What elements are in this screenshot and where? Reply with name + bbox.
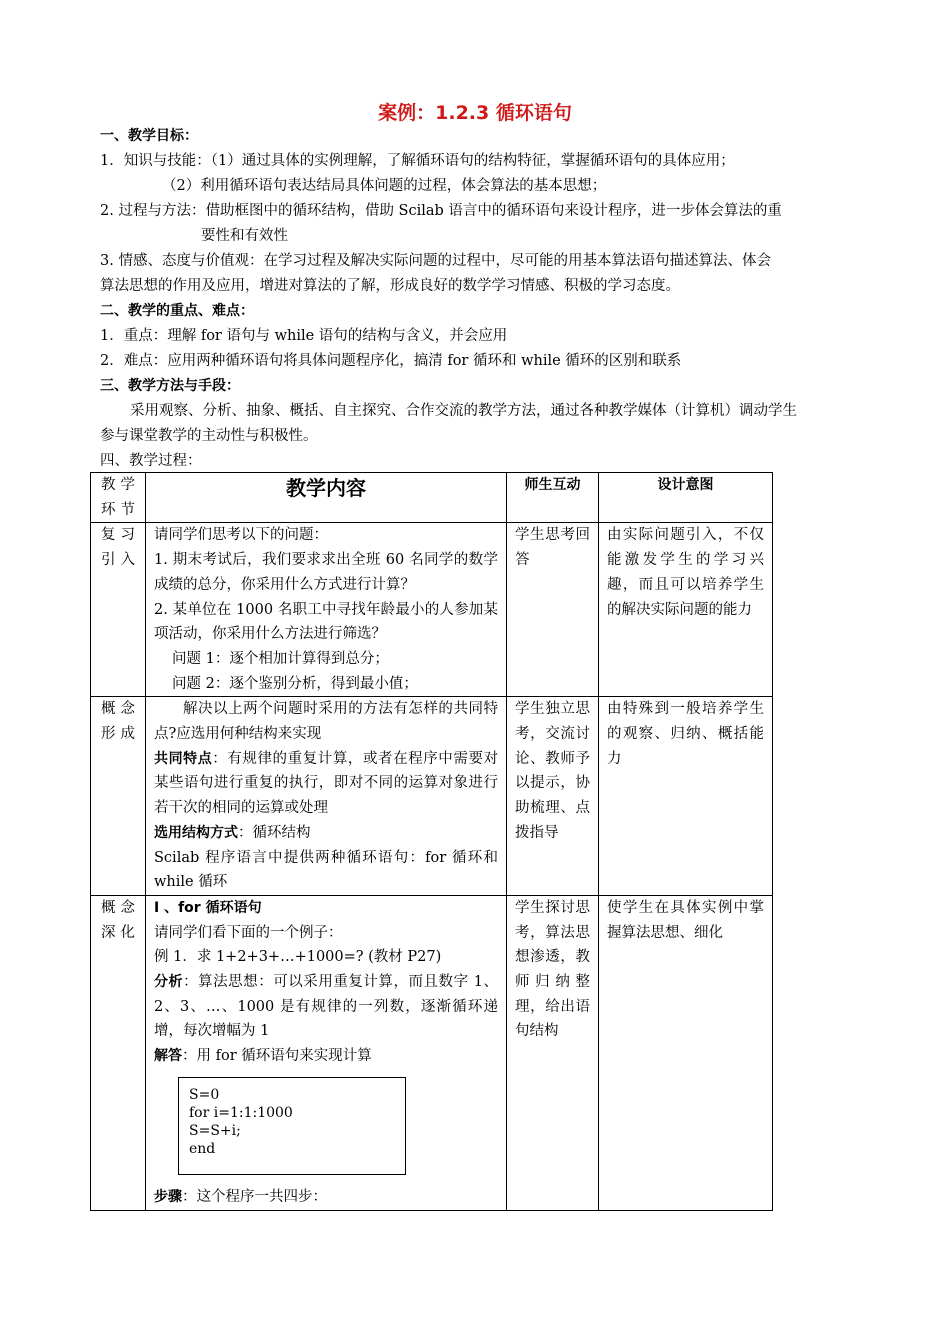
row-section-cell: 复习 引入 (91, 523, 146, 697)
code-line: end (189, 1140, 216, 1157)
section-heading-methods: 三、教学方法与手段： (100, 378, 240, 394)
content-line: 例 1．求 1+2+3+…+1000=? (教材 P27) (154, 949, 442, 966)
content-heading: I 、for 循环语句 (154, 899, 262, 916)
content-line: 选用结构方式：循环结构 (154, 824, 311, 841)
keypoint-1: 1．重点：理解 for 语句与 while 语句的结构与含义，并会应用 (100, 328, 508, 344)
table-header-row (91, 473, 773, 523)
objective-3-line-2: 算法思想的作用及应用，增进对算法的了解，形成良好的数学学习情感、积极的学习态度。 (100, 278, 680, 294)
table-row (91, 895, 773, 1210)
objective-2-line-2: 要性和有效性 (201, 228, 288, 244)
content-line: 1. 期末考试后，我们要求求出全班 60 名同学的数学成绩的总分，你采用什么方式进行计算？ (154, 552, 498, 593)
code-line: for i=1:1:1000 (189, 1104, 293, 1121)
teaching-process-table (90, 472, 773, 1211)
content-line: 解答：用 for 循环语句来实现计算 (154, 1048, 372, 1065)
row-interaction-cell: 学生思考回答 (507, 523, 599, 697)
section-heading-keypoints: 二、教学的重点、难点： (100, 303, 254, 319)
code-line: S=S+i; (189, 1122, 241, 1139)
content-line: 步骤：这个程序一共四步： (154, 1188, 327, 1205)
table-row (91, 523, 773, 697)
row-interaction-cell: 学生探讨思考，算法思想渗透，教师归纳整理，给出语句结构 (507, 895, 599, 1210)
code-box (178, 1077, 406, 1175)
content-line: 2. 某单位在 1000 名职工中寻找年龄最小的人参加某项活动，你采用什么方法进行筛选？ (154, 601, 498, 643)
methods-line-1: 采用观察、分析、抽象、概括、自主探究、合作交流的教学方法，通过各种教学媒体（计算机）调动学生 (130, 403, 797, 419)
row-content-cell (146, 697, 507, 896)
row-content-cell (146, 895, 507, 1210)
row-intent-cell: 由特殊到一般培养学生的观察、归纳、概括能力 (599, 697, 773, 896)
objective-3-line-1: 3. 情感、态度与价值观：在学习过程及解决实际问题的过程中，尽可能的用基本算法语句描述算法、体会 (100, 253, 771, 269)
content-line: 请同学们思考以下的问题： (154, 527, 328, 544)
header-intent-cell: 设计意图 (599, 473, 773, 523)
row-section-cell: 概念 深化 (91, 895, 146, 1210)
content-line: Scilab 程序语言中提供两种循环语句：for 循环和 while 循环 (154, 849, 498, 891)
code-line: S=0 (189, 1086, 220, 1103)
row-section-cell: 概念 形成 (91, 697, 146, 896)
content-line: 共同特点：有规律的重复计算，或者在程序中需要对某些语句进行重复的执行，即对不同的运算对象进行若干次的相同的运算或处理 (154, 750, 499, 817)
objective-2-line-1: 2. 过程与方法：借助框图中的循环结构，借助 Scilab 语言中的循环语句来设计程序，进一步体会算法的重 (100, 203, 782, 219)
row-content-cell (146, 523, 507, 697)
content-line: 问题 1：逐个相加计算得到总分； (172, 650, 389, 667)
objective-1-line-1: 1．知识与技能：（1）通过具体的实例理解，了解循环语句的结构特征，掌握循环语句的具体应用； (100, 153, 735, 169)
content-line: 请同学们看下面的一个例子： (154, 924, 343, 941)
header-section-cell: 教学 环节 (91, 473, 146, 523)
objective-1-line-2: （2）利用循环语句表达结局具体问题的过程，体会算法的基本思想； (162, 178, 607, 194)
content-line: 问题 2：逐个鉴别分析，得到最小值； (172, 675, 418, 692)
header-interaction-cell: 师生互动 (507, 473, 599, 523)
keypoint-2: 2．难点：应用两种循环语句将具体问题程序化，搞清 for 循环和 while 循环的区别和联系 (100, 353, 682, 369)
row-interaction-cell: 学生独立思考，交流讨论、教师予以提示，协助梳理、点拨指导 (507, 697, 599, 896)
table-row (91, 697, 773, 896)
content-line: 分析：算法思想：可以采用重复计算，而且数字 1、2、3、…、1000 是有规律的一列数，逐渐循环递增，每次增幅为 1 (154, 974, 498, 1040)
row-intent-cell: 使学生在具体实例中掌握算法思想、细化 (599, 895, 773, 1210)
header-content-cell: 教学内容 (146, 473, 507, 523)
section-heading-process: 四、教学过程： (100, 453, 202, 469)
methods-line-2: 参与课堂教学的主动性与积极性。 (100, 428, 318, 444)
content-line: 解决以上两个问题时采用的方法有怎样的共同特点?应选用何种结构来实现 (154, 701, 498, 743)
section-heading-objectives: 一、教学目标： (100, 128, 198, 144)
row-intent-cell: 由实际问题引入，不仅能激发学生的学习兴趣，而且可以培养学生的解决实际问题的能力 (599, 523, 773, 697)
document-title: 案例：1.2.3 循环语句 (378, 102, 572, 124)
